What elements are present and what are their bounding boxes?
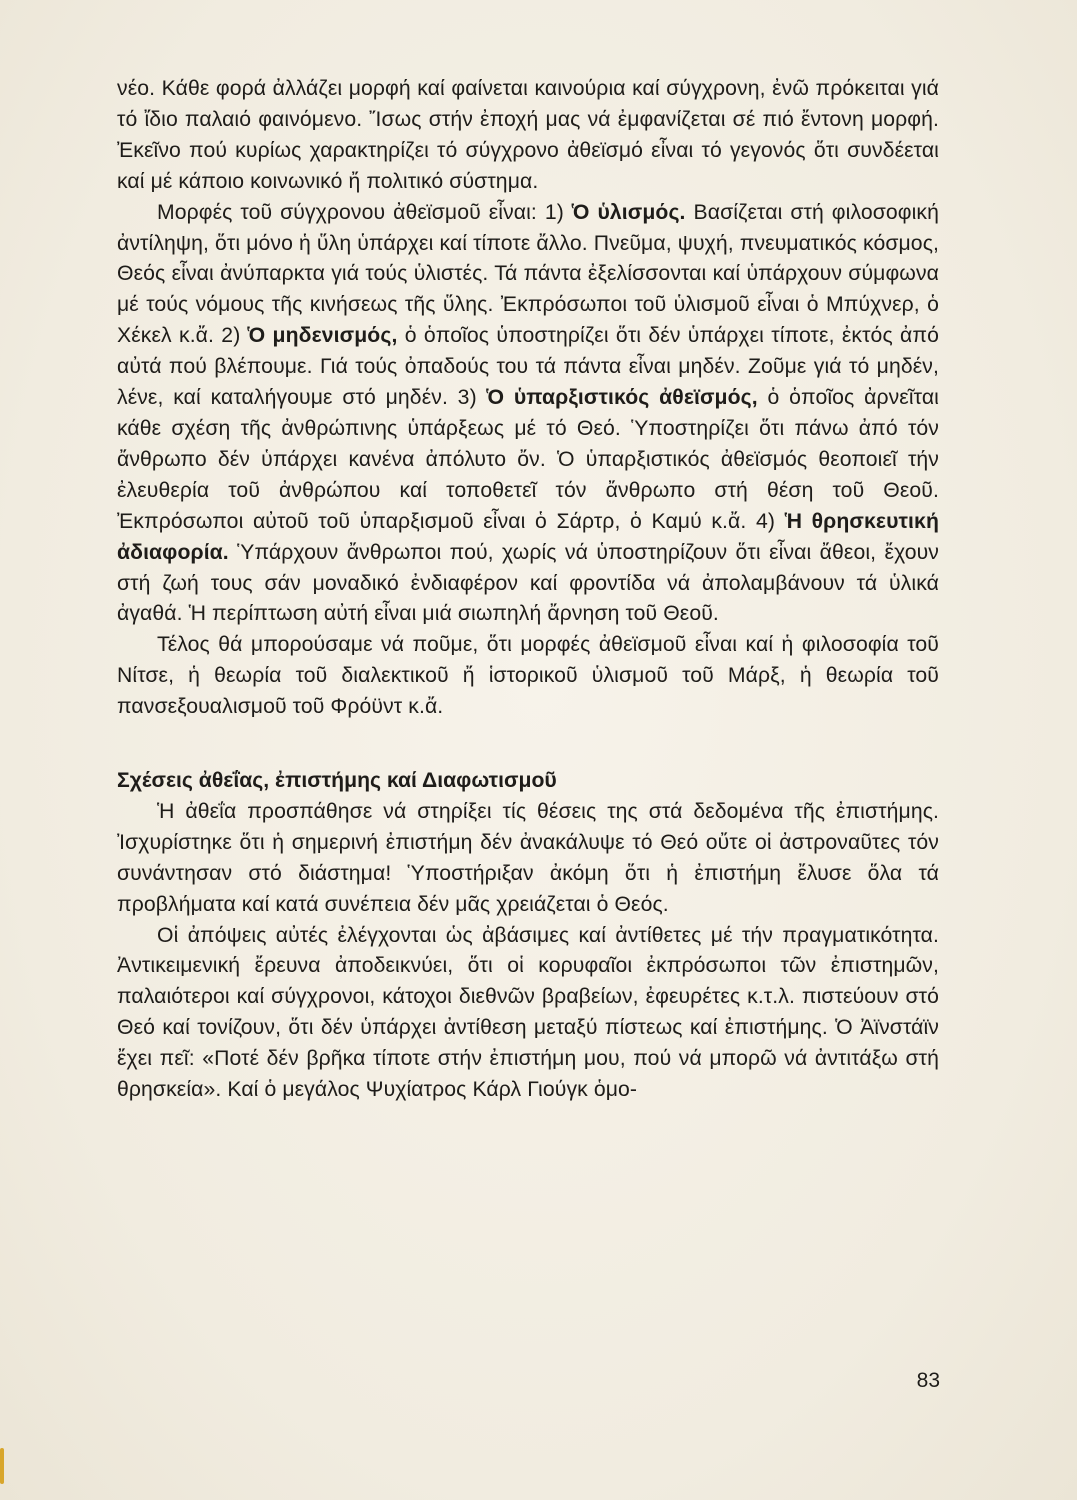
p2-text-a: Μορφές τοῦ σύγχρονου ἀθεϊσμοῦ εἶναι: 1) (157, 200, 572, 224)
p2-text-i: Ὑπάρχουν ἄνθρωποι πού, χωρίς νά ὑποστηρίζουν ὅτι εἶναι ἄθεοι, ἔχουν στή ζωή τους σάν μοναδικό ἐνδιαφέρον καί φροντίδα νά ἀπολαμβάνουν τά ὑλικά ἀγαθά. Ἡ περίπτωση αὐτή εἶναι μιά σιωπηλή ἄρνηση τοῦ Θεοῦ. (117, 540, 939, 626)
term-religious-indifference: Ἡ θρησκευτική ἀδιαφορία. (117, 509, 939, 564)
term-existential-atheism: Ὁ ὑπαρξιστικός ἀθεϊσμός, (486, 386, 758, 410)
paragraph-1: νέο. Κάθε φορά ἀλλάζει μορφή καί φαίνεται καινούρια καί σύγχρονη, ἐνῶ πρόκειται γιά τό ἴδιο παλαιό φαινόμενο. Ἴσως στήν ἐποχή μας νά ἐμφανίζεται σέ πιό ἔντονη μορφή. Ἐκεῖνο πού κυρίως χαρακτηρίζει τό σύγχρονο ἀθεϊσμό εἶναι τό γεγονός ὅτι συνδέεται καί μέ κάποιο κοινωνικό ἤ πολιτικό σύστημα. (117, 77, 939, 193)
edge-mark (0, 1448, 4, 1484)
p2-text-e: ὁ ὁποῖος ὑποστηρίζει ὅτι δέν ὑπάρχει τίποτε, ἐκτός ἀπό αὐτά πού βλέπουμε. Γιά τούς ὀπαδούς του τά πάντα εἶναι μηδέν. Ζοῦμε γιά τό μηδέν, λένε, καί καταλήγουμε στό μηδέν. 3) (117, 324, 939, 410)
paragraph-3: Τέλος θά μπορούσαμε νά ποῦμε, ὅτι μορφές ἀθεϊσμοῦ εἶναι καί ἡ φιλοσοφία τοῦ Νίτσε, ἡ θεωρία τοῦ διαλεκτικοῦ ἤ ἱστορικοῦ ὑλισμοῦ τοῦ Μάρξ, ἡ θεωρία τοῦ πανσεξουαλισμοῦ τοῦ Φρόϋντ κ.ἄ. (117, 633, 939, 719)
term-nihilism: Ὁ μηδενισμός, (247, 324, 398, 348)
paragraph-2 (117, 198, 939, 631)
paragraph-5: Οἱ ἀπόψεις αὐτές ἐλέγχονται ὡς ἀβάσιμες καί ἀντίθετες μέ τήν πραγματικότητα. Ἀντικειμενική ἔρευνα ἀποδεικνύει, ὅτι οἱ κορυφαῖοι ἐκπρόσωποι τῶν ἐπιστημῶν, παλαιότεροι καί σύγχρονοι, κάτοχοι διεθνῶν βραβείων, ἐφευρέτες κ.τ.λ. πιστεύουν στό Θεό καί τονίζουν, ὅτι δέν ὑπάρχει ἀντίθεση μεταξύ πίστεως καί ἐπιστήμης. Ὁ Ἀϊνστάϊν ἔχει πεῖ: «Ποτέ δέν βρῆκα τίποτε στήν ἐπιστήμη μου, πού νά μπορῶ νά ἀντιτάξω στή θρησκεία». Καί ὁ μεγάλος Ψυχίατρος Κάρλ Γιούγκ ὁμο- (117, 923, 939, 1102)
p2-text-c: Βασίζεται στή φιλοσοφική ἀντίληψη, ὅτι μόνο ἡ ὕλη ὑπάρχει καί τίποτε ἄλλο. Πνεῦμα, ψυχή, πνευματικός κόσμος, Θεός εἶναι ἀνύπαρκτα γιά τούς ὑλιστές. Τά πάντα ἐξελίσσονται καί ὑπάρχουν σύμφωνα μέ τούς νόμους τῆς κινήσεως τῆς ὕλης. Ἐκπρόσωποι τοῦ ὑλισμοῦ εἶναι ὁ Μπύχνερ, ὁ Χέκελ κ.ἄ. 2) (117, 200, 939, 348)
text-block (117, 74, 939, 1106)
term-materialism: Ὁ ὑλισμός. (571, 200, 686, 224)
section-heading: Σχέσεις ἀθεΐας, ἐπιστήμης καί Διαφωτισμοῦ (117, 769, 557, 793)
page-number: 83 (916, 1369, 940, 1392)
p2-text-g: ὁ ὁποῖος ἀρνεῖται κάθε σχέση τῆς ἀνθρώπινης ὑπάρξεως μέ τό Θεό. Ὑποστηρίζει ὅτι πάνω ἀπό τόν ἄνθρωπο δέν ὑπάρχει κανένα ἀπόλυτο ὄν. Ὁ ὑπαρξιστικός ἀθεϊσμός θεοποιεῖ τήν ἐλευθερία τοῦ ἀνθρώπου καί τοποθετεῖ τόν ἄνθρωπο στή θέση τοῦ Θεοῦ. Ἐκπρόσωποι αὐτοῦ τοῦ ὑπαρξισμοῦ εἶναι ὁ Σάρτρ, ὁ Καμύ κ.ἄ. 4) (117, 386, 939, 533)
paragraph-4: Ἡ ἀθεΐα προσπάθησε νά στηρίξει τίς θέσεις της στά δεδομένα τῆς ἐπιστήμης. Ἰσχυρίστηκε ὅτι ἡ σημερινή ἐπιστήμη δέν ἀνακάλυψε τό Θεό οὔτε οἱ ἀστροναῦτες τόν συνάντησαν στό διάστημα! Ὑποστήριξαν ἀκόμη ὅτι ἡ ἐπιστήμη ἔλυσε ὅλα τά προβλήματα καί κατά συνέπεια δέν μᾶς χρειάζεται ὁ Θεός. (117, 799, 939, 916)
